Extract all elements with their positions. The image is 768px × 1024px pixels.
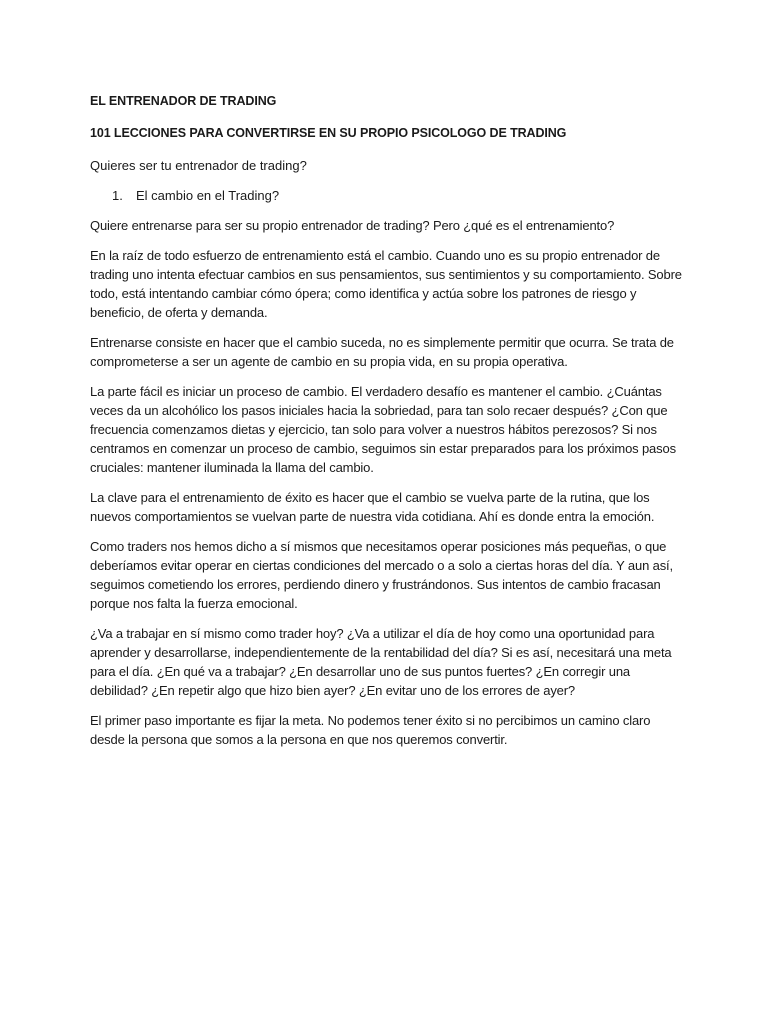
paragraph: Como traders nos hemos dicho a sí mismos que necesitamos operar posiciones más pequeñas, o que deberíamos evitar operar en ciertas condiciones del mercado o a solo a ciertas horas del día. Y aun así, seguimos cometiendo los errores, perdiendo dinero y frustrándonos. Sus intentos de cambio fracasan porque nos falta la fuerza emocional. [90,539,673,611]
intro-question: Quieres ser tu entrenador de trading? [90,158,307,173]
paragraph: La parte fácil es iniciar un proceso de cambio. El verdadero desafío es mantener el cambio. ¿Cuántas veces da un alcohólico los pasos iniciales hacia la sobriedad, para tan solo recaer después? ¿Con que frecuencia comenzamos dietas y ejercicio, tan solo para volver a nuestros hábitos perezosos? Si nos centramos en comenzar un proceso de cambio, seguimos sin estar preparados para los próximos pasos cruciales: mantener iluminada la llama del cambio. [90,384,676,475]
paragraph: Quiere entrenarse para ser su propio entrenador de trading? Pero ¿qué es el entrenamiento? [90,218,615,233]
paragraph: ¿Va a trabajar en sí mismo como trader hoy? ¿Va a utilizar el día de hoy como una oportunidad para aprender y desarrollarse, independientemente de la rentabilidad del día? Si es así, necesitará una meta para el día. ¿En qué va a trabajar? ¿En desarrollar uno de sus puntos fuertes? ¿En corregir una debilidad? ¿En repetir algo que hizo bien ayer? ¿En evitar uno de los errores de ayer? [90,626,672,698]
list-item-label: El cambio en el Trading? [136,188,280,203]
paragraph: Entrenarse consiste en hacer que el cambio suceda, no es simplemente permitir que ocurra. Se trata de comprometerse a ser un agente de cambio en su propia vida, en su propia operativa. [90,335,674,369]
paragraph: La clave para el entrenamiento de éxito es hacer que el cambio se vuelva parte de la rutina, que los nuevos comportamientos se vuelvan parte de nuestra vida cotidiana. Ahí es donde entra la emoción. [90,490,655,524]
paragraph: En la raíz de todo esfuerzo de entrenamiento está el cambio. Cuando uno es su propio entrenador de trading uno intenta efectuar cambios en sus pensamientos, sus sentimientos y su comportamiento. Sobre todo, está intentando cambiar cómo ópera; como identifica y actúa sobre los patrones de riesgo y beneficio, de oferta y demanda. [90,248,682,320]
numbered-list-item [90,186,682,205]
paragraph: El primer paso importante es fijar la meta. No podemos tener éxito si no percibimos un camino claro desde la persona que somos a la persona en que nos queremos convertir. [90,713,651,747]
document-body [90,92,682,760]
document-subtitle: 101 LECCIONES PARA CONVERTIRSE EN SU PROPIO PSICOLOGO DE TRADING [90,126,567,140]
document-title: EL ENTRENADOR DE TRADING [90,94,277,108]
list-item-number: 1. [112,188,123,203]
